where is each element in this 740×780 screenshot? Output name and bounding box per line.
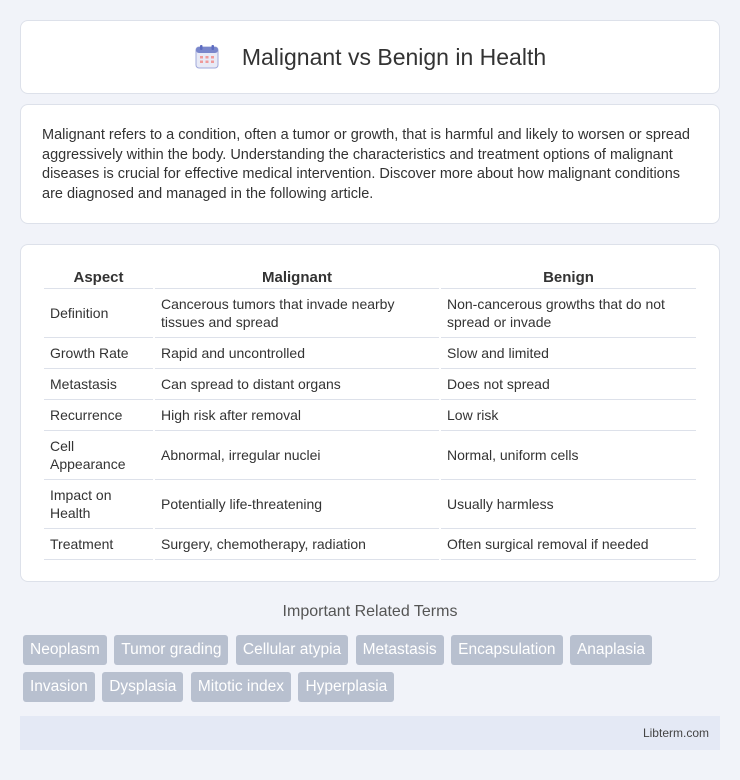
table-row xyxy=(44,400,696,431)
tag-neoplasm[interactable]: Neoplasm xyxy=(23,635,107,665)
related-terms-tags xyxy=(23,635,703,709)
calendar-icon xyxy=(194,44,220,70)
benign-cell: Often surgical removal if needed xyxy=(441,529,696,560)
header-benign: Benign xyxy=(441,265,696,289)
table-row xyxy=(44,369,696,400)
malignant-cell: Cancerous tumors that invade nearby tissues and spread xyxy=(155,289,439,338)
comparison-table xyxy=(42,265,698,560)
aspect-cell: Recurrence xyxy=(44,400,153,431)
malignant-cell: Rapid and uncontrolled xyxy=(155,338,439,369)
tag-mitotic-index[interactable]: Mitotic index xyxy=(191,672,291,702)
table-row xyxy=(44,289,696,338)
header-malignant: Malignant xyxy=(155,265,439,289)
malignant-cell: Potentially life-threatening xyxy=(155,480,439,529)
malignant-cell: Can spread to distant organs xyxy=(155,369,439,400)
benign-cell: Low risk xyxy=(441,400,696,431)
table-row xyxy=(44,480,696,529)
malignant-cell: Surgery, chemotherapy, radiation xyxy=(155,529,439,560)
intro-text: Malignant refers to a condition, often a tumor or growth, that is harmful and likely to worsen or spread aggressively within the body. Understanding the characteristics and treatment options of malignant diseases is crucial for effective medical intervention. Discover more about how malignant conditions are diagnosed and managed in the following article. xyxy=(42,127,690,202)
benign-cell: Usually harmless xyxy=(441,480,696,529)
aspect-cell: Impact on Health xyxy=(44,480,153,529)
table-row xyxy=(44,529,696,560)
table-row xyxy=(44,431,696,480)
tag-cellular-atypia[interactable]: Cellular atypia xyxy=(236,635,348,665)
aspect-cell: Cell Appearance xyxy=(44,431,153,480)
malignant-cell: Abnormal, irregular nuclei xyxy=(155,431,439,480)
tag-invasion[interactable]: Invasion xyxy=(23,672,95,702)
tag-tumor-grading[interactable]: Tumor grading xyxy=(114,635,228,665)
benign-cell: Slow and limited xyxy=(441,338,696,369)
footer-site-link[interactable]: Libterm.com xyxy=(642,726,709,740)
related-terms-title: Important Related Terms xyxy=(282,603,458,620)
aspect-cell: Growth Rate xyxy=(44,338,153,369)
page-title: Malignant vs Benign in Health xyxy=(241,43,547,70)
aspect-cell: Metastasis xyxy=(44,369,153,400)
tag-hyperplasia[interactable]: Hyperplasia xyxy=(298,672,394,702)
tag-metastasis[interactable]: Metastasis xyxy=(356,635,444,665)
aspect-cell: Definition xyxy=(44,289,153,338)
table-row xyxy=(44,338,696,369)
header-card xyxy=(20,20,720,94)
header-aspect: Aspect xyxy=(44,265,153,289)
footer xyxy=(20,716,720,750)
tag-anaplasia[interactable]: Anaplasia xyxy=(570,635,652,665)
benign-cell: Does not spread xyxy=(441,369,696,400)
aspect-cell: Treatment xyxy=(44,529,153,560)
benign-cell: Non-cancerous growths that do not spread or invade xyxy=(441,289,696,338)
malignant-cell: High risk after removal xyxy=(155,400,439,431)
tag-dysplasia[interactable]: Dysplasia xyxy=(102,672,183,702)
comparison-table-card xyxy=(20,244,720,582)
intro-card xyxy=(20,104,720,224)
tag-encapsulation[interactable]: Encapsulation xyxy=(451,635,562,665)
benign-cell: Normal, uniform cells xyxy=(441,431,696,480)
